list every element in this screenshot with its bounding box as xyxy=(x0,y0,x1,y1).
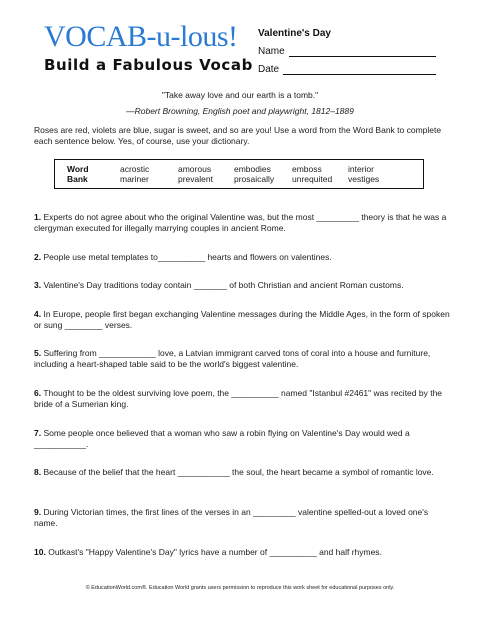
word-bank-word: prosaically xyxy=(234,174,275,184)
word-bank-word: mariner xyxy=(120,174,149,184)
worksheet-title: Valentine's Day xyxy=(258,28,331,39)
question-item xyxy=(34,467,450,478)
question-item xyxy=(34,388,450,410)
word-bank-word: acrostic xyxy=(120,164,150,174)
word-bank-column xyxy=(292,164,332,184)
question-item xyxy=(34,280,450,291)
question-number: 2. xyxy=(34,252,42,262)
word-bank-word: emboss xyxy=(292,164,322,174)
question-item xyxy=(34,252,450,263)
name-label: Name xyxy=(258,46,285,57)
question-number: 9. xyxy=(34,507,42,517)
question-item xyxy=(34,547,450,558)
question-number: 4. xyxy=(34,309,42,319)
word-bank xyxy=(54,159,424,189)
question-number: 3. xyxy=(34,280,42,290)
word-bank-column xyxy=(234,164,274,184)
word-bank-column xyxy=(348,164,379,184)
word-bank-word: prevalent xyxy=(178,174,213,184)
question-text: During Victorian times, the first lines of the verses in an _________ valentine spelled-out a loved one's name. xyxy=(34,507,429,528)
question-item xyxy=(34,428,450,450)
question-text: Experts do not agree about who the original Valentine was, but the most _________ theory is that he was a clergyman executed for illegally marrying couples in ancient Rome. xyxy=(34,212,447,233)
question-text: Valentine's Day traditions today contain _______ of both Christian and ancient Roman customs. xyxy=(43,280,404,290)
word-bank-word: unrequited xyxy=(292,174,333,184)
word-bank-word: vestiges xyxy=(348,174,380,184)
question-text: Because of the belief that the heart ___________ the soul, the heart became a symbol of romantic love. xyxy=(43,467,434,477)
date-field[interactable] xyxy=(258,64,436,75)
question-number: 5. xyxy=(34,348,42,358)
word-bank-word: embodies xyxy=(234,164,271,174)
copyright-footer: © EducationWorld.com®. Education World grants users permission to reproduce this work sheet for educational purposes only. xyxy=(85,585,395,591)
logo-subtitle: Build a Fabulous Vocab xyxy=(44,56,253,74)
question-number: 1. xyxy=(34,212,42,222)
date-line[interactable] xyxy=(283,64,436,75)
question-item xyxy=(34,507,450,529)
question-number: 8. xyxy=(34,467,42,477)
word-bank-column xyxy=(178,164,213,184)
question-item xyxy=(34,212,450,234)
question-item xyxy=(34,348,450,370)
instructions: Roses are red, violets are blue, sugar is sweet, and so are you! Use a word from the Word Bank to complete each sentence below. Yes, of course, use your dictionary. xyxy=(34,125,442,146)
name-line[interactable] xyxy=(289,46,436,57)
logo-title: VOCAB-u-lous! xyxy=(44,20,238,53)
question-text: Thought to be the oldest surviving love poem, the __________ named "Istanbul #2461" was recited by the bride of a Sumerian king. xyxy=(34,388,443,409)
word-bank-word: interior xyxy=(348,164,374,174)
word-bank-column xyxy=(120,164,149,184)
date-label: Date xyxy=(258,64,280,75)
question-text: Suffering from ____________ love, a Latvian immigrant carved tons of coral into a house and furniture, including a heart-shaped table said to be the world's biggest valentine. xyxy=(34,348,431,369)
quote-attribution: —Robert Browning, English poet and playwright, 1812–1889 xyxy=(126,106,354,116)
question-text: In Europe, people first began exchanging Valentine messages during the Middle Ages, in the form of spoken or sung ________ verses. xyxy=(34,309,450,330)
quote-text: "Take away love and our earth is a tomb." xyxy=(161,90,319,100)
question-text: Some people once believed that a woman who saw a robin flying on Valentine's Day would wed a ___________. xyxy=(34,428,410,449)
question-number: 6. xyxy=(34,388,42,398)
question-text: Outkast's "Happy Valentine's Day" lyrics have a number of __________ and half rhymes. xyxy=(48,547,382,557)
question-item xyxy=(34,309,450,331)
question-text: People use metal templates to__________ hearts and flowers on valentines. xyxy=(43,252,332,262)
question-number: 10. xyxy=(34,547,46,557)
question-number: 7. xyxy=(34,428,42,438)
name-field[interactable] xyxy=(258,46,436,57)
word-bank-label: Word Bank xyxy=(67,164,89,184)
word-bank-word: amorous xyxy=(178,164,212,174)
